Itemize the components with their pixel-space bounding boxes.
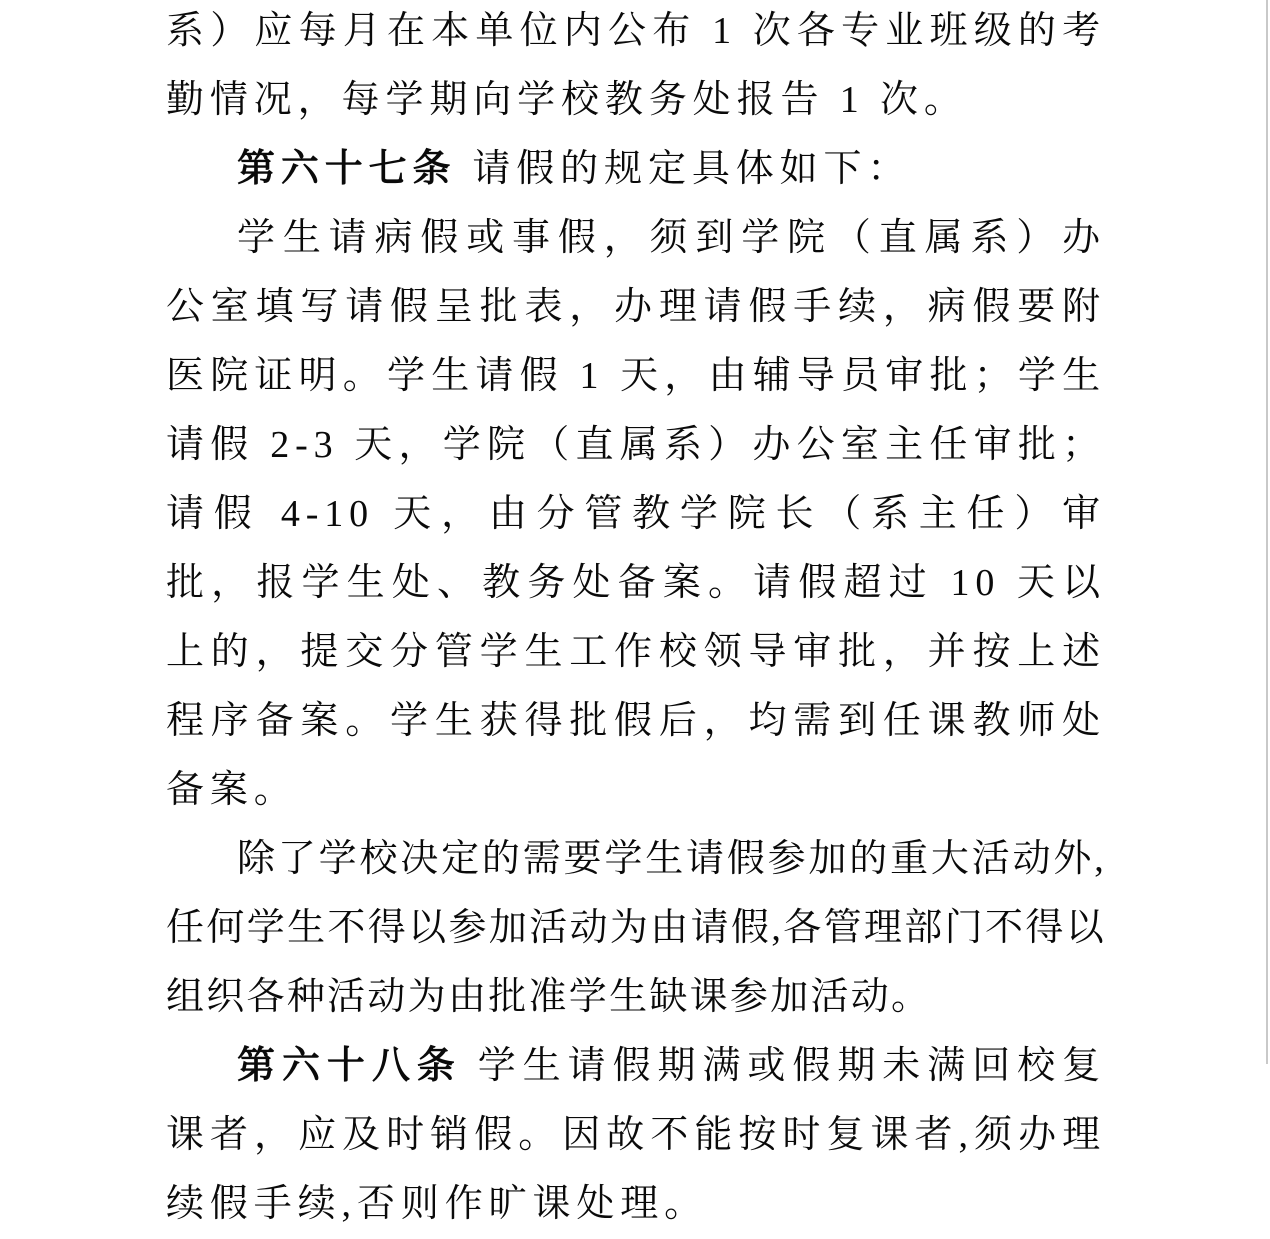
- article-67-number: 第六十七条: [237, 148, 457, 190]
- paragraph-leave-procedure: [166, 204, 1106, 825]
- paragraph-text: 系）应每月在本单位内公布 1 次各专业班级的考勤情况，每学期向学校教务处报告 1 次。: [166, 10, 1106, 121]
- paragraph-text: 学生请病假或事假，须到学院（直属系）办公室填写请假呈批表，办理请假手续，病假要附医院证明。学生请假 1 天，由辅导员审批；学生请假 2-3 天，学院（直属系）办公室主任审批；请假 4-10 天，由分管教学院长（系主任）审批，报学生处、教务处备案。请假超过 10 天以上的，提交分管学生工作校领导审批，并按上述程序备案。学生获得批假后，均需到任课教师处备案。: [166, 217, 1106, 811]
- paragraph-activity-leave-rule: [166, 825, 1106, 1032]
- paragraph-text: 除了学校决定的需要学生请假参加的重大活动外,任何学生不得以参加活动为由请假,各管理部门不得以组织各种活动为由批准学生缺课参加活动。: [166, 838, 1106, 1018]
- paragraph-article-67-heading: [166, 135, 1106, 204]
- paragraph-text: 学生请假期满或假期未满回校复课者，应及时销假。因故不能按时复课者,须办理续假手续,否则作旷课处理。: [166, 1045, 1106, 1225]
- scan-edge-artifact: [1266, 0, 1268, 1064]
- paragraph-attendance-report: [166, 0, 1106, 135]
- paragraph-article-68: [166, 1032, 1106, 1239]
- paragraph-text: 请假的规定具体如下：: [472, 148, 912, 190]
- document-content: [166, 0, 1106, 1239]
- article-68-number: 第六十八条: [237, 1045, 462, 1087]
